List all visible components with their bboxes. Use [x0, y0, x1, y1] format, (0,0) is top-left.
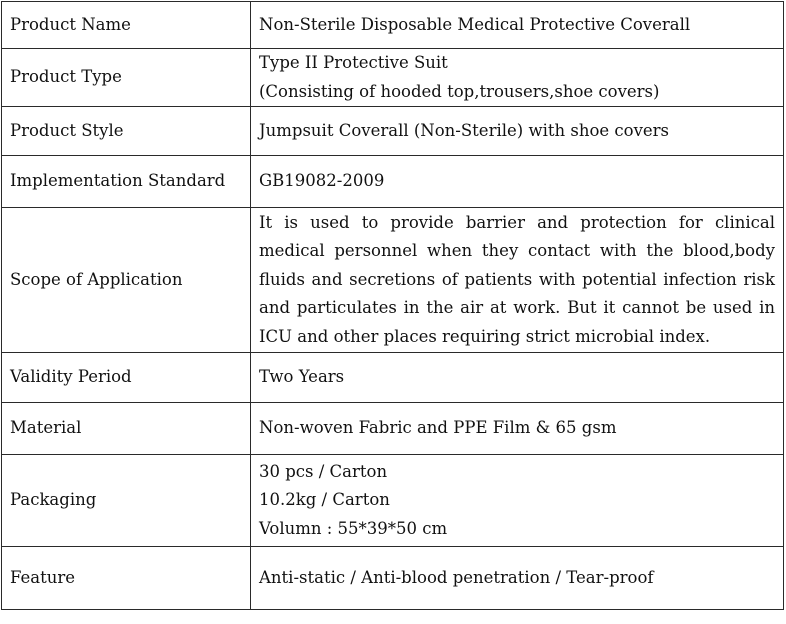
value-line: Anti-static / Anti-blood penetration / Tear-proof [259, 567, 654, 587]
value-line: Type II Protective Suit [259, 53, 448, 72]
row-label: Packaging [2, 455, 251, 547]
table-row-implementation-standard [2, 156, 784, 208]
row-value: It is used to provide barrier and protection for clinical medical personnel when they contact with the blood,body fluids and secretions of patients with potential infection risk and particulates in the air at work. But it cannot be used in ICU and other places requiring strict microbial index. [251, 208, 784, 353]
row-value [251, 455, 784, 547]
table-row-packaging [2, 455, 784, 547]
row-label: Product Style [2, 107, 251, 156]
row-label: Feature [2, 547, 251, 610]
value-line: Two Years [259, 367, 345, 387]
table-row-validity-period [2, 353, 784, 403]
product-spec-table [1, 1, 784, 610]
value-line: 30 pcs / Carton [259, 461, 388, 481]
value-line: Jumpsuit Coverall (Non-Sterile) with shoe covers [259, 120, 670, 140]
table-row-product-name [2, 2, 784, 49]
row-label: Implementation Standard [2, 156, 251, 208]
row-label: Validity Period [2, 353, 251, 403]
value-line: GB19082-2009 [259, 171, 385, 191]
row-value [251, 2, 784, 49]
value-line: Non-woven Fabric and PPE Film & 65 gsm [259, 418, 617, 438]
row-value [251, 547, 784, 610]
row-value [251, 353, 784, 403]
row-label: Scope of Application [2, 208, 251, 353]
row-label: Product Name [2, 2, 251, 49]
table-row-product-style [2, 107, 784, 156]
row-value [251, 107, 784, 156]
value-line: Non-Sterile Disposable Medical Protective Coverall [259, 14, 691, 34]
row-value [251, 403, 784, 455]
row-label: Material [2, 403, 251, 455]
table-row-scope-of-application [2, 208, 784, 353]
row-value [251, 49, 784, 107]
table-row-feature [2, 547, 784, 610]
row-value [251, 156, 784, 208]
table-row-material [2, 403, 784, 455]
value-line: 10.2kg / Carton [259, 490, 390, 510]
row-label: Product Type [2, 49, 251, 107]
value-line: (Consisting of hooded top,trousers,shoe covers) [259, 81, 660, 101]
value-line: Volumn : 55*39*50 cm [259, 518, 448, 538]
table-row-product-type [2, 49, 784, 107]
